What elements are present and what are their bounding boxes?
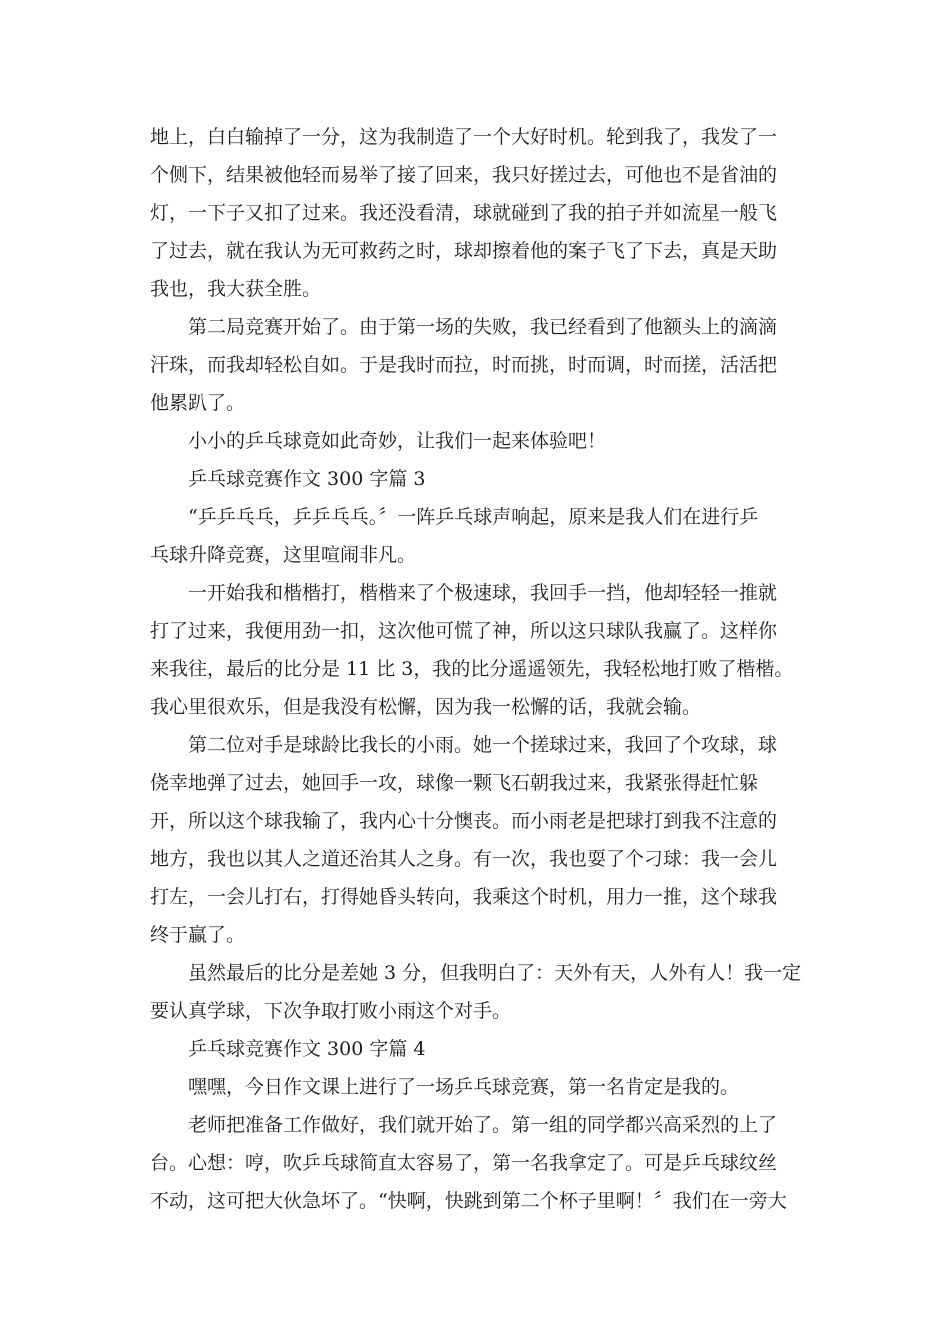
text-line: 地方，我也以其人之道还治其人之身。有一次，我也耍了个刁球：我一会儿 <box>150 848 778 870</box>
text-line: 打了过来，我便用劲一扣，这次他可慌了神，所以这只球队我赢了。这样你 <box>150 620 778 642</box>
text-line: 灯，一下子又扣了过来。我还没看清，球就碰到了我的拍子并如流星一般飞 <box>150 202 778 224</box>
section-heading: 乒乓球竞赛作文 300 字篇 3 <box>188 468 426 490</box>
paragraph-start-line: 一开始我和楷楷打，楷楷来了个极速球，我回手一挡，他却轻轻一推就 <box>188 582 778 604</box>
text-line: 要认真学球，下次争取打败小雨这个对手。 <box>150 1000 512 1022</box>
text-line: 开，所以这个球我输了，我内心十分懊丧。而小雨老是把球打到我不注意的 <box>150 810 778 832</box>
section-heading: 乒乓球竞赛作文 300 字篇 4 <box>188 1038 426 1060</box>
body-text <box>150 118 800 1220</box>
text-line: 台。心想：哼，吹乒乓球简直太容易了，第一名我拿定了。可是乒乓球纹丝 <box>150 1152 778 1174</box>
text-line: 来我往，最后的比分是 11 比 3，我的比分遥遥领先，我轻松地打败了楷楷。 <box>150 658 794 680</box>
text-line: 不动，这可把大伙急坏了。“快啊，快跳到第二个杯子里啊！〞我们在一旁大 <box>150 1190 787 1212</box>
text-line: 汗珠，而我却轻松自如。于是我时而拉，时而挑，时而调，时而搓，活活把 <box>150 354 778 376</box>
text-line: 我心里很欢乐，但是我没有松懈，因为我一松懈的话，我就会输。 <box>150 696 702 718</box>
paragraph-start-line: 虽然最后的比分是差她 3 分，但我明白了：天外有天，人外有人！我一定 <box>188 962 802 984</box>
paragraph-start-line: “乒乒乓乓，乒乒乓乓。〞一阵乒乓球声响起，原来是我人们在进行乒 <box>188 506 759 528</box>
paragraph-start-line: 小小的乒乓球竟如此奇妙，让我们一起来体验吧！ <box>188 430 607 452</box>
text-line: 地上，白白输掉了一分，这为我制造了一个大好时机。轮到我了，我发了一 <box>150 126 778 148</box>
text-line: 侥幸地弹了过去，她回手一攻，球像一颗飞石朝我过来，我紧张得赶忙躲 <box>150 772 759 794</box>
text-line: 打左，一会儿打右，打得她昏头转向，我乘这个时机，用力一推，这个球我 <box>150 886 778 908</box>
paragraph-start-line: 老师把准备工作做好，我们就开始了。第一组的同学都兴高采烈的上了 <box>188 1114 778 1136</box>
text-line: 他累趴了。 <box>150 392 246 414</box>
paragraph-start-line: 第二局竞赛开始了。由于第一场的失败，我已经看到了他额头上的滴滴 <box>188 316 778 338</box>
text-line: 乓球升降竞赛，这里喧闹非凡。 <box>150 544 417 566</box>
paragraph-start-line: 第二位对手是球龄比我长的小雨。她一个搓球过来，我回了个攻球，球 <box>188 734 778 756</box>
text-line: 了过去，就在我认为无可救药之时，球却擦着他的案子飞了下去，真是天助 <box>150 240 778 262</box>
text-line: 我也，我大获全胜。 <box>150 278 322 300</box>
text-line: 个侧下，结果被他轻而易举了接了回来，我只好搓过去，可他也不是省油的 <box>150 164 778 186</box>
text-line: 终于赢了。 <box>150 924 246 946</box>
paragraph-start-line: 嘿嘿，今日作文课上进行了一场乒乓球竞赛，第一名肯定是我的。 <box>188 1076 740 1098</box>
